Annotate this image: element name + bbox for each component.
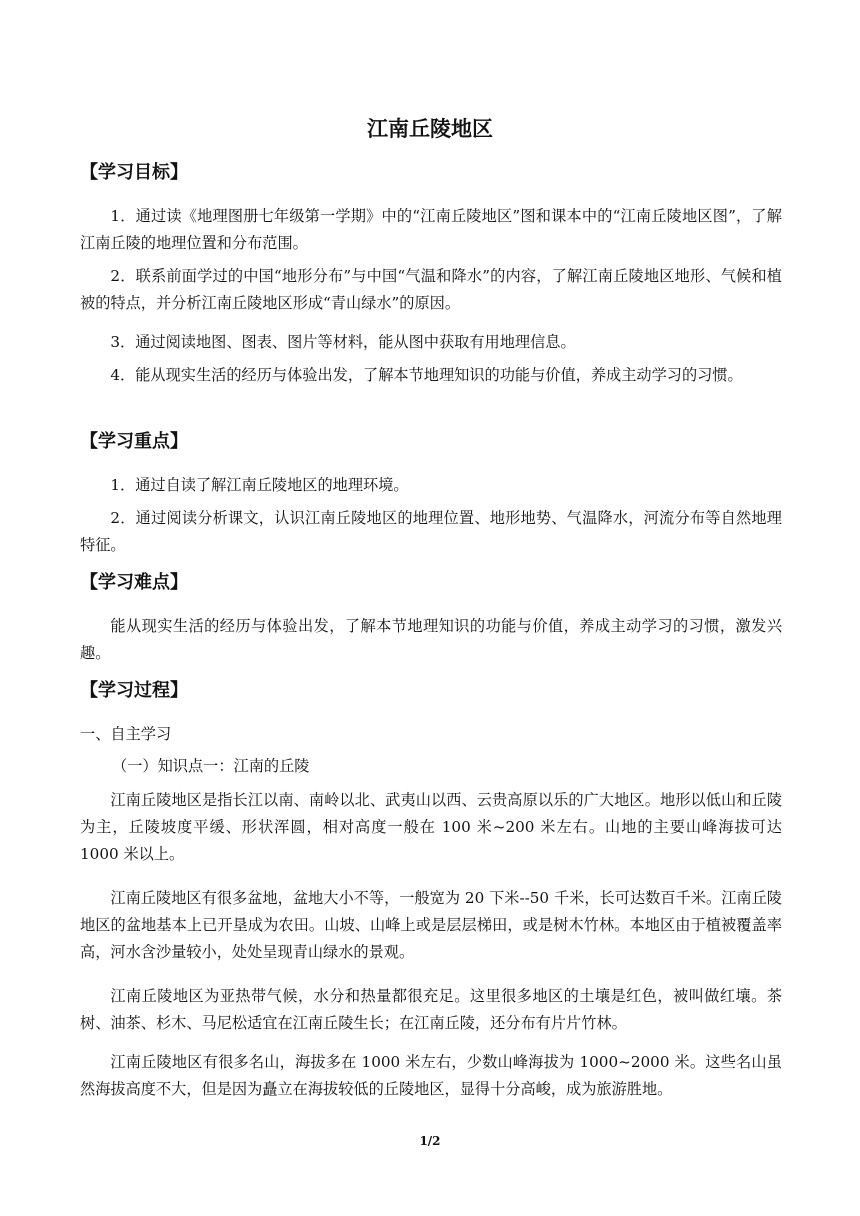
goal-item-1: 1．通过读《地理图册七年级第一学期》中的“江南丘陵地区”图和课本中的“江南丘陵地区图”，了解江南丘陵的地理位置和分布范围。: [80, 207, 782, 252]
process-paragraph-2: 江南丘陵地区有很多盆地，盆地大小不等，一般宽为 20 下米--50 千米，长可达数百千米。江南丘陵地区的盆地基本上已开垦成为农田。山坡、山峰上或是层层梯田，或是树木竹林。本地区由于植被覆盖率高，河水含沙量较小，处处呈现青山绿水的景观。: [80, 889, 782, 961]
goal-item-4: 4．能从现实生活的经历与体验出发，了解本节地理知识的功能与价值，养成主动学习的习惯。: [110, 366, 743, 384]
heading-key-points: 【学习重点】: [80, 431, 188, 452]
heading-goals: 【学习目标】: [80, 162, 188, 183]
page-title: 江南丘陵地区: [367, 117, 493, 141]
goal-item-2: 2．联系前面学过的中国“地形分布”与中国“气温和降水”的内容，了解江南丘陵地区地形、气候和植被的特点，并分析江南丘陵地区形成“青山绿水”的原因。: [80, 267, 782, 312]
subheading-knowledge-point-1: （一）知识点一：江南的丘陵: [112, 757, 310, 775]
difficulty-item-1: 能从现实生活的经历与体验出发，了解本节地理知识的功能与价值，养成主动学习的习惯，激发兴趣。: [80, 617, 782, 662]
goal-item-3: 3．通过阅读地图、图表、图片等材料，能从图中获取有用地理信息。: [110, 333, 576, 351]
process-paragraph-4: 江南丘陵地区有很多名山，海拔多在 1000 米左右，少数山峰海拔为 1000~2000 米。这些名山虽然海拔高度不大，但是因为矗立在海拔较低的丘陵地区，显得十分高峻，成为旅游胜地。: [80, 1053, 782, 1098]
subheading-self-study: 一、自主学习: [80, 725, 172, 743]
heading-difficulties: 【学习难点】: [80, 572, 188, 593]
heading-process: 【学习过程】: [80, 680, 188, 701]
page-number: 1/2: [419, 1134, 441, 1148]
key-point-item-1: 1．通过自读了解江南丘陵地区的地理环境。: [110, 476, 409, 494]
process-paragraph-1: 江南丘陵地区是指长江以南、南岭以北、武夷山以西、云贵高原以乐的广大地区。地形以低山和丘陵为主，丘陵坡度平缓、形状浑圆，相对高度一般在 100 米~200 米左右。山地的主要山峰海拔可达 1000 米以上。: [80, 791, 782, 863]
key-point-item-2: 2．通过阅读分析课文，认识江南丘陵地区的地理位置、地形地势、气温降水，河流分布等自然地理特征。: [80, 509, 782, 554]
process-paragraph-3: 江南丘陵地区为亚热带气候，水分和热量都很充足。这里很多地区的土壤是红色，被叫做红壤。茶树、油茶、杉木、马尼松适宜在江南丘陵生长；在江南丘陵，还分布有片片竹林。: [80, 987, 782, 1032]
